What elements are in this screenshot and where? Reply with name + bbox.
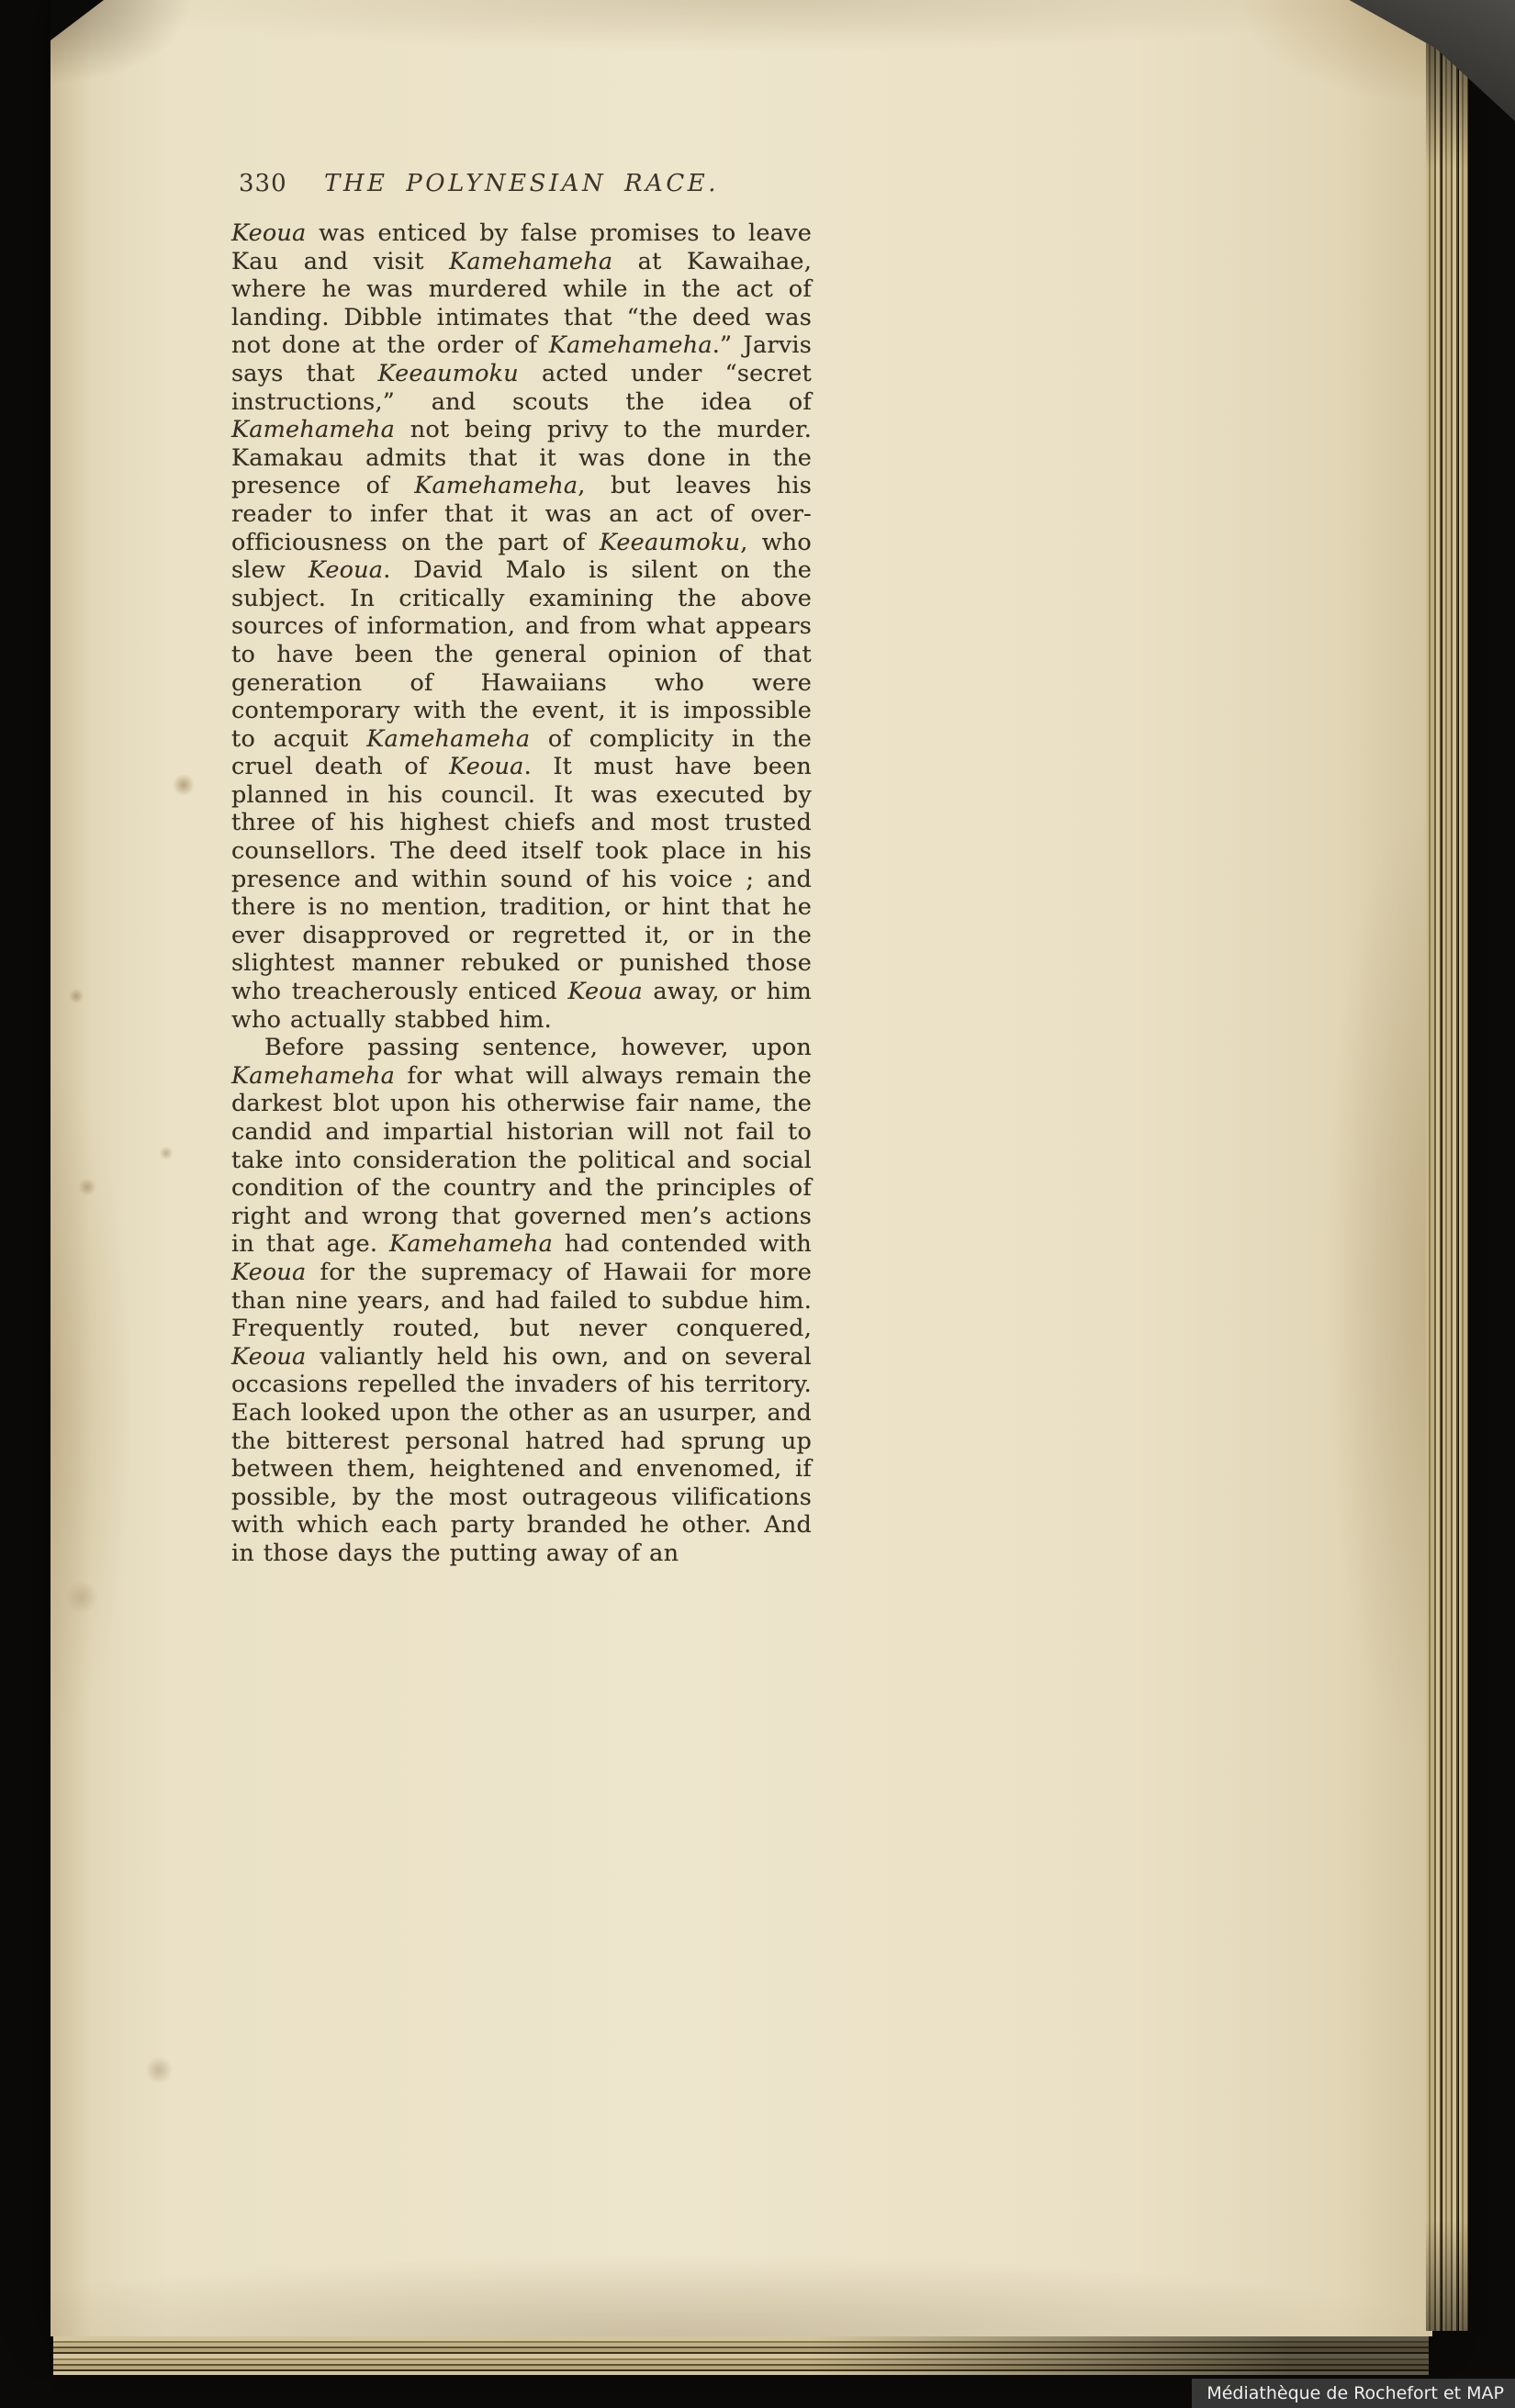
text-segment: valiantly held his own, and on several occasions repelled the invaders of his territory. Each looked upon the other as an usurper, and the bitterest personal hatred had sprung up between them, heightened and envenomed, if possible, by the most outrageous vilifications with which each party branded he other. And in those days the putting away of an: [231, 1342, 812, 1567]
text-segment: at Kawaihae, where he was murdered while in the act of landing. Dibble intimates that “the deed was not done at the order of: [231, 247, 813, 360]
text-segment: acted under “secret instructions,” and scouts the idea of: [231, 359, 813, 416]
italic-text-segment: Kamehameha: [231, 416, 396, 444]
italic-text-segment: Keoua: [231, 1342, 307, 1371]
text-segment: Before passing sentence, however, upon: [264, 1034, 812, 1062]
paragraph: [231, 1034, 812, 1567]
paragraph: [231, 219, 812, 1034]
text-segment: had contended with: [553, 1230, 812, 1259]
italic-text-segment: Keoua: [567, 978, 643, 1006]
text-segment: was enticed by false promises to leave Kau and visit: [231, 219, 812, 275]
italic-text-segment: Kamehameha: [449, 247, 613, 275]
page-number: 330: [239, 170, 287, 197]
text-segment: away, or him who actually stabbed him.: [231, 978, 813, 1034]
text-segment: for the supremacy of Hawaii for more than nine years, and had failed to subdue him. Frequently routed, but never conquered,: [231, 1258, 812, 1343]
watermark: [1192, 2379, 1515, 2408]
italic-text-segment: Kamehameha: [366, 724, 531, 753]
text-segment: for what will always remain the darkest blot upon his otherwise fair name, the candid and impartial historian will not fail to take into consideration the political and social condition of the country and the principles of right and wrong that governed men’s actions in that age.: [231, 1061, 812, 1259]
page-body: [231, 219, 812, 1568]
text-segment: .” Jarvis says that: [231, 331, 813, 387]
page-edges-right: [1426, 31, 1468, 2331]
text-segment: . It must have been planned in his council. It was executed by three of his highest chiefs and most trusted counsellors. The deed itself took place in his presence and within sound of his voice ; and there is no mention, tradition, or hint that he ever disapproved or regretted it, or in the slightest manner rebuked or punished those who treacherously enticed: [231, 753, 812, 1006]
italic-text-segment: Keoua: [231, 1258, 307, 1286]
book-page: [50, 0, 1432, 2336]
text-segment: not being privy to the murder. Kamakau admits that it was done in the presence of: [231, 416, 812, 500]
italic-text-segment: Keoua: [308, 556, 384, 585]
italic-text-segment: Keoua: [231, 219, 307, 247]
text-segment: . David Malo is silent on the subject. In critically examining the above sources of information, and from what appears to have been the general opinion of that generation of Hawaiians who were contemporary with the event, it is impossible to acquit: [231, 556, 812, 753]
italic-text-segment: Keoua: [449, 753, 524, 781]
text-segment: of complicity in the cruel death of: [231, 724, 813, 781]
page-header-row: [231, 168, 812, 207]
italic-text-segment: Keeaumoku: [377, 359, 519, 387]
italic-text-segment: Kamehameha: [389, 1230, 554, 1259]
page-edges-bottom: [53, 2336, 1429, 2375]
text-segment: , who slew: [231, 528, 812, 585]
watermark-text: Médiathèque de Rochefort et MAP: [1206, 2383, 1504, 2403]
text-segment: , but leaves his reader to infer that it was an act of over-officiousness on the part of: [231, 472, 812, 556]
italic-text-segment: Kamehameha: [231, 1061, 396, 1090]
italic-text-segment: Keeaumoku: [599, 528, 741, 556]
italic-text-segment: Kamehameha: [548, 331, 713, 360]
page-text-block: [231, 168, 812, 1568]
running-header: THE POLYNESIAN RACE.: [324, 170, 719, 197]
italic-text-segment: Kamehameha: [414, 472, 578, 500]
